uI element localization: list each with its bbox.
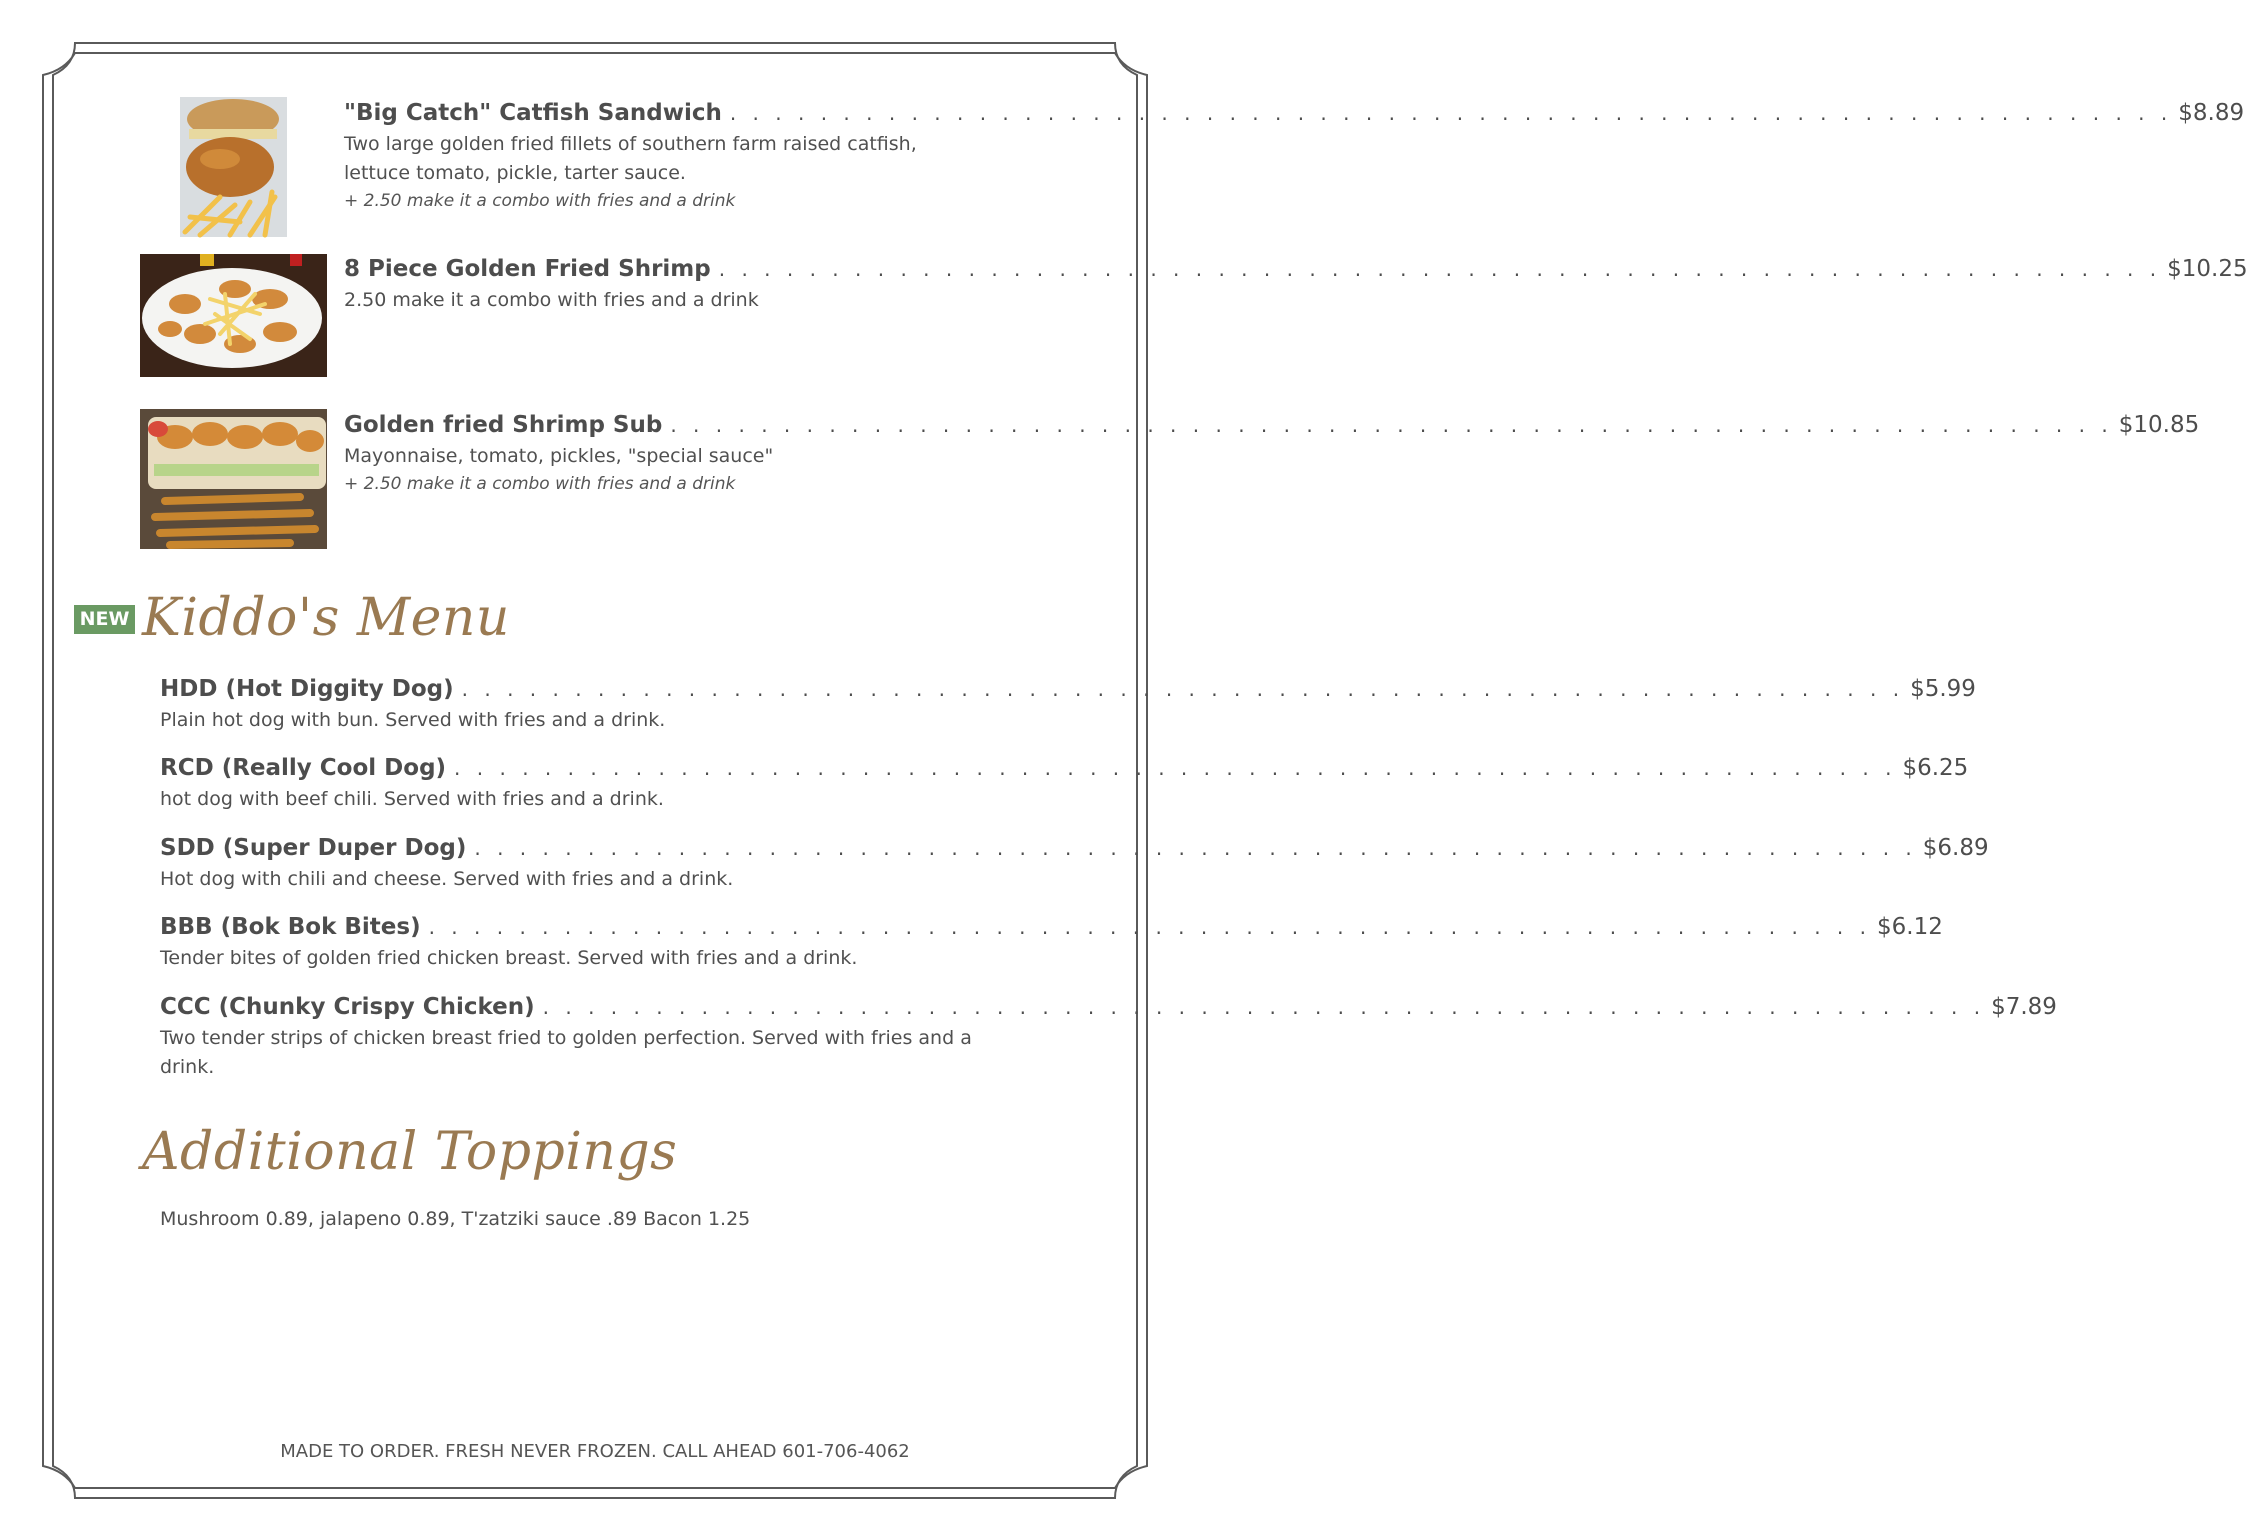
- dot-leader: . . . . . . . . . . . . . . . . . . . . . . . . . . . . . . . . . . . . . . . . . . . . . . . . . . . . . . . . . . . . . . . .: [428, 915, 1871, 939]
- item-price: $8.89: [2178, 100, 2245, 126]
- item-price: $10.25: [2167, 256, 2248, 282]
- item-note: + 2.50 make it a combo with fries and a drink: [344, 191, 736, 211]
- item-price: $10.85: [2118, 412, 2200, 438]
- fried-shrimp-plate-photo: [140, 254, 327, 377]
- item-price: $5.99: [1910, 676, 1976, 702]
- item-description: Hot dog with chili and cheese. Served with fries and a drink.: [160, 868, 734, 890]
- item-description: Two large golden fried fillets of southern farm raised catfish, lettuce tomato, pickle, tarter sauce.: [344, 133, 917, 184]
- item-price: $7.89: [1991, 994, 2057, 1020]
- item-description: hot dog with beef chili. Served with fries and a drink.: [160, 788, 664, 810]
- new-badge: NEW: [74, 605, 135, 634]
- menu-item-catfish-sandwich: [344, 100, 2245, 214]
- dot-leader: . . . . . . . . . . . . . . . . . . . . . . . . . . . . . . . . . . . . . . . . . . . . . . . . . . . . . . . . . . . . . . . .: [542, 995, 1986, 1019]
- item-price: $6.12: [1877, 914, 1943, 940]
- item-price: $6.25: [1902, 755, 1969, 781]
- item-name: Golden fried Shrimp Sub: [344, 412, 663, 438]
- kids-menu-title: Kiddo's Menu: [142, 588, 510, 648]
- kids-item-ccc: [160, 994, 2057, 1082]
- item-name: 8 Piece Golden Fried Shrimp: [344, 256, 711, 282]
- dot-leader: . . . . . . . . . . . . . . . . . . . . . . . . . . . . . . . . . . . . . . . . . . . . . . . . . . . . . . . . . . . . . . . .: [461, 677, 1905, 701]
- dot-leader: . . . . . . . . . . . . . . . . . . . . . . . . . . . . . . . . . . . . . . . . . . . . . . . . . . . . . . . . . . . . . . . .: [718, 257, 2162, 281]
- menu-item-fried-shrimp: [344, 256, 2248, 315]
- dot-leader: . . . . . . . . . . . . . . . . . . . . . . . . . . . . . . . . . . . . . . . . . . . . . . . . . . . . . . . . . . . . . . . .: [670, 413, 2113, 437]
- item-name: CCC (Chunky Crispy Chicken): [160, 994, 535, 1020]
- menu-item-shrimp-sub: [344, 412, 2200, 497]
- shrimp-sub-photo: [140, 409, 327, 549]
- item-description: Two tender strips of chicken breast fried to golden perfection. Served with fries and a drink.: [160, 1027, 972, 1078]
- item-name: BBB (Bok Bok Bites): [160, 914, 421, 940]
- dot-leader: . . . . . . . . . . . . . . . . . . . . . . . . . . . . . . . . . . . . . . . . . . . . . . . . . . . . . . . . . . . . . . . .: [454, 756, 1897, 780]
- item-note: + 2.50 make it a combo with fries and a drink: [344, 474, 736, 494]
- dot-leader: . . . . . . . . . . . . . . . . . . . . . . . . . . . . . . . . . . . . . . . . . . . . . . . . . . . . . . . . . . . . . . . .: [729, 101, 2173, 125]
- toppings-title: Additional Toppings: [142, 1122, 678, 1182]
- kids-item-rcd: [160, 755, 1969, 814]
- dot-leader: . . . . . . . . . . . . . . . . . . . . . . . . . . . . . . . . . . . . . . . . . . . . . . . . . . . . . . . . . . . . . . . .: [474, 836, 1917, 860]
- toppings-list: Mushroom 0.89, jalapeno 0.89, T'zatziki sauce .89 Bacon 1.25: [160, 1208, 751, 1230]
- item-description: Tender bites of golden fried chicken breast. Served with fries and a drink.: [160, 947, 858, 969]
- catfish-sandwich-photo: [180, 97, 287, 237]
- footer-note: MADE TO ORDER. FRESH NEVER FROZEN. CALL AHEAD 601-706-4062: [280, 1441, 910, 1462]
- item-name: HDD (Hot Diggity Dog): [160, 676, 454, 702]
- item-description: 2.50 make it a combo with fries and a drink: [344, 289, 759, 311]
- item-description: Plain hot dog with bun. Served with fries and a drink.: [160, 709, 666, 731]
- item-description: Mayonnaise, tomato, pickles, "special sauce": [344, 445, 774, 467]
- item-name: SDD (Super Duper Dog): [160, 835, 467, 861]
- kids-item-bbb: [160, 914, 1943, 973]
- item-price: $6.89: [1922, 835, 1989, 861]
- kids-item-hdd: [160, 676, 1976, 735]
- kids-item-sdd: [160, 835, 1989, 894]
- item-name: RCD (Really Cool Dog): [160, 755, 447, 781]
- item-name: "Big Catch" Catfish Sandwich: [344, 100, 722, 126]
